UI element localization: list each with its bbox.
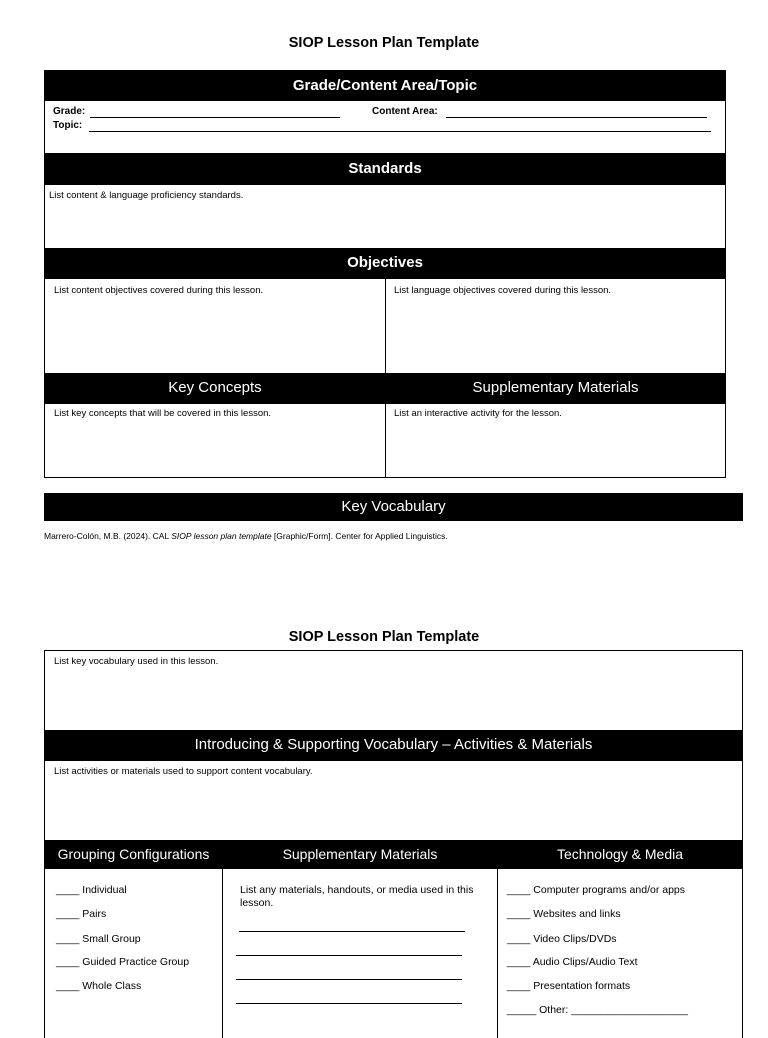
- citation-title: SIOP lesson plan template: [171, 531, 272, 541]
- grade-content-header: Grade/Content Area/Topic: [44, 70, 726, 101]
- tech-item-presentation[interactable]: ____ Presentation formats: [507, 980, 631, 992]
- grouping-item-small-group[interactable]: ____ Small Group: [56, 933, 141, 945]
- grouping-item-whole-class[interactable]: ____ Whole Class: [56, 980, 142, 992]
- key-vocabulary-prompt: List key vocabulary used in this lesson.: [54, 656, 219, 667]
- citation: [44, 531, 448, 541]
- supp-materials-prompt: List any materials, handouts, or media used in this lesson.: [240, 884, 474, 909]
- supplementary-materials-header: Supplementary Materials: [385, 373, 726, 404]
- standards-prompt: List content & language proficiency standards.: [49, 190, 244, 201]
- citation-suffix: [Graphic/Form]. Center for Applied Linguistics.: [271, 531, 448, 541]
- content-area-label: Content Area:: [372, 106, 438, 117]
- objectives-header: Objectives: [44, 248, 726, 279]
- intro-vocabulary-header: Introducing & Supporting Vocabulary – Activities & Materials: [44, 730, 743, 761]
- language-objectives-prompt: List language objectives covered during this lesson.: [394, 285, 612, 296]
- page-title: SIOP Lesson Plan Template: [288, 35, 480, 51]
- tech-item-computer-programs[interactable]: ____ Computer programs and/or apps: [507, 884, 686, 896]
- key-vocabulary-header: Key Vocabulary: [44, 493, 743, 521]
- grouping-item-guided-practice[interactable]: ____ Guided Practice Group: [56, 956, 190, 968]
- tech-media-header: Technology & Media: [497, 840, 743, 869]
- tech-item-video-clips[interactable]: ____ Video Clips/DVDs: [507, 933, 617, 945]
- tech-item-audio-clips[interactable]: ____ Audio Clips/Audio Text: [507, 956, 638, 968]
- grouping-header: Grouping Configurations: [44, 840, 223, 869]
- tech-item-websites[interactable]: ____ Websites and links: [507, 908, 621, 920]
- content-area-field[interactable]: [446, 117, 707, 118]
- standards-header: Standards: [44, 153, 726, 185]
- supp-materials-line[interactable]: [236, 1003, 462, 1004]
- supp-materials-header: Supplementary Materials: [222, 840, 498, 869]
- key-concepts-header: Key Concepts: [44, 373, 386, 404]
- topic-field[interactable]: [89, 131, 711, 132]
- citation-prefix: Marrero-Colón, M.B. (2024). CAL: [44, 531, 172, 541]
- supplementary-prompt: List an interactive activity for the lesson.: [394, 408, 562, 419]
- grouping-item-individual[interactable]: ____ Individual: [56, 884, 127, 896]
- grouping-item-pairs[interactable]: ____ Pairs: [56, 908, 107, 920]
- content-objectives-prompt: List content objectives covered during this lesson.: [54, 285, 264, 296]
- key-concepts-prompt: List key concepts that will be covered in this lesson.: [54, 408, 272, 419]
- grade-field[interactable]: [90, 117, 340, 118]
- supp-materials-line[interactable]: [236, 955, 462, 956]
- supp-materials-line[interactable]: [236, 979, 462, 980]
- supp-materials-line[interactable]: [239, 931, 465, 932]
- grade-label: Grade:: [53, 106, 86, 117]
- intro-vocabulary-prompt: List activities or materials used to support content vocabulary.: [54, 766, 313, 777]
- topic-label: Topic:: [53, 120, 83, 131]
- tech-item-other[interactable]: _____ Other: ____________________: [507, 1004, 689, 1016]
- page2-title: SIOP Lesson Plan Template: [288, 629, 480, 645]
